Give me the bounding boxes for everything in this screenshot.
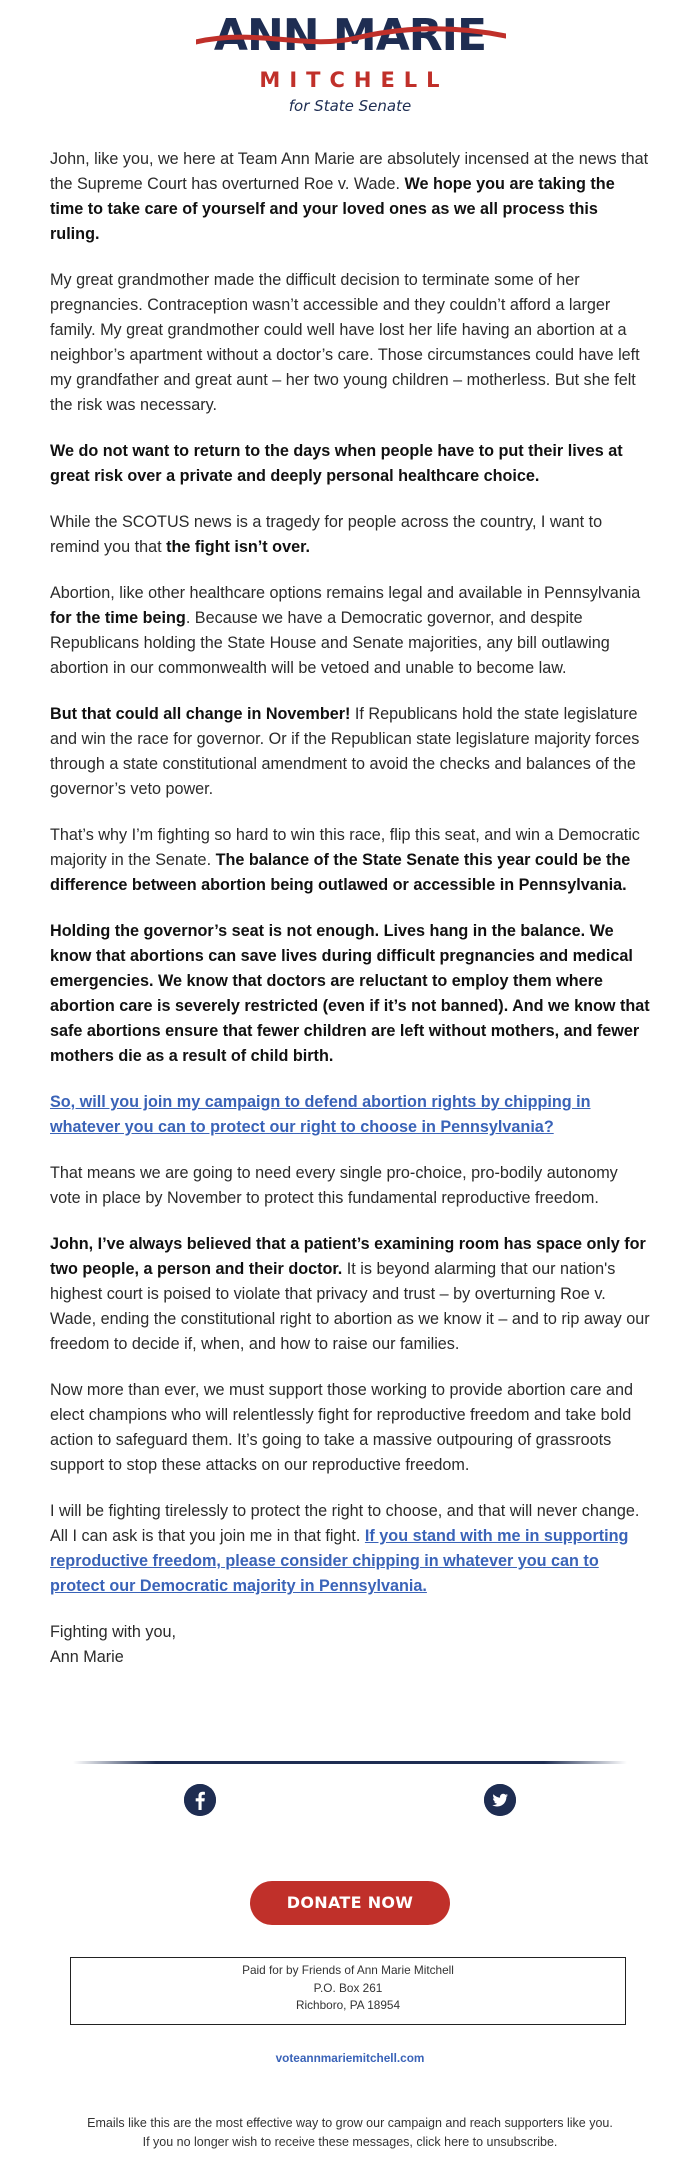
- donate-now-button[interactable]: DONATE NOW: [250, 1881, 450, 1925]
- campaign-logo: [0, 0, 700, 125]
- paid-for-box: [70, 1957, 626, 2025]
- paragraph: But that could all change in November! If Republicans hold the state legislature and win the race for governor. Or if the Republican state legislature majority forces through a state constitutional amendment to avoid the checks and balances of the governor’s veto power.: [50, 705, 640, 798]
- logo-name-line2: MITCHELL: [259, 68, 449, 92]
- logo-swoosh: [196, 20, 506, 60]
- unsubscribe-link[interactable]: If you no longer wish to receive these messages, click here to unsubscribe.: [142, 2135, 558, 2149]
- paragraph: I will be fighting tirelessly to protect the right to choose, and that will never change. All I can ask is that you join me in that fight. If you stand with me in supporting reproductive freedom, please consider chipping in whatever you can to protect our Democratic majority in Pennsylvania.: [50, 1502, 640, 1595]
- paragraph: John, I’ve always believed that a patient’s examining room has space only for two people, a person and their doctor. It is beyond alarming that our nation's highest court is poised to violate that privacy and trust – by overturning Roe v. Wade, ending the constitutional right to abortion as we know it – and to rip away our freedom to decide if, when, and how to raise our families.: [50, 1235, 650, 1353]
- logo-tagline: for State Senate: [288, 97, 412, 115]
- paid-for-city: Richboro, PA 18954: [295, 1998, 401, 2012]
- signature: Ann Marie: [50, 1648, 124, 1666]
- paragraph: Abortion, like other healthcare options remains legal and available in Pennsylvania for the time being. Because we have a Democratic governor, and despite Republicans holding the State House and Senate majorities, any bill outlawing abortion in our commonwealth will be vetoed and unable to become law.: [50, 584, 641, 677]
- paragraph: [50, 1090, 650, 1140]
- paragraph: John, like you, we here at Team Ann Marie are absolutely incensed at the news that the Supreme Court has overturned Roe v. Wade. We hope you are taking the time to take care of yourself and your loved ones as we all process this ruling.: [50, 150, 649, 243]
- paragraph: We do not want to return to the days when people have to put their lives at great risk over a private and deeply personal healthcare choice.: [50, 442, 623, 485]
- paragraph: My great grandmother made the difficult decision to terminate some of her pregnancies. Contraception wasn’t accessible and they couldn’t afford a larger family. My great grandmother could well have lost her life having an abortion at a neighbor’s apartment without a doctor’s care. Those circumstances could have left my grandfather and great aunt – her two young children – motherless. But she felt the risk was necessary.: [50, 271, 640, 414]
- donate-link-2[interactable]: If you stand with me in supporting reproductive freedom, please consider chipping in whatever you can to protect our Democratic majority in Pennsylvania.: [50, 1527, 629, 1595]
- website-link[interactable]: voteannmariemitchell.com: [275, 2051, 425, 2065]
- paragraph: While the SCOTUS news is a tragedy for people across the country, I want to remind you that the fight isn’t over.: [50, 513, 603, 556]
- paragraph: Holding the governor’s seat is not enough. Lives hang in the balance. We know that abortions can save lives during difficult pregnancies and medical emergencies. We know that doctors are reluctant to employ them where abortion care is severely restricted (even if it’s not banned). And we know that safe abortions ensure that fewer children are left without mothers, and fewer mothers die as a result of child birth.: [50, 922, 650, 1065]
- paragraph: Now more than ever, we must support those working to provide abortion care and elect champions who will relentlessly fight for reproductive freedom and take bold action to safeguard them. It’s going to take a massive outpouring of grassroots support to stop these attacks on our reproductive freedom.: [50, 1381, 634, 1474]
- paid-for-address: P.O. Box 261: [313, 1980, 383, 1995]
- paragraph: That means we are going to need every single pro-choice, pro-bodily autonomy vote in place by November to protect this fundamental reproductive freedom.: [50, 1164, 618, 1207]
- facebook-icon[interactable]: [184, 1784, 216, 1816]
- donate-link-1[interactable]: So, will you join my campaign to defend abortion rights by chipping in whatever you can to protect our right to choose in Pennsylvania?: [50, 1093, 591, 1136]
- paragraph: That’s why I’m fighting so hard to win this race, flip this seat, and win a Democratic majority in the Senate. The balance of the State Senate this year could be the difference between abortion being outlawed or accessible in Pennsylvania.: [50, 826, 640, 894]
- twitter-icon[interactable]: [484, 1784, 516, 1816]
- email-body: [50, 147, 650, 1670]
- logo-name-line1: ANN MARIE: [213, 10, 487, 61]
- closing: Fighting with you,: [50, 1623, 176, 1641]
- paid-for-line: Paid for by Friends of Ann Marie Mitchell: [242, 1963, 454, 1977]
- footer: [0, 2114, 700, 2152]
- divider: [73, 1761, 627, 1764]
- footer-line: Emails like this are the most effective way to grow our campaign and reach supporters like you.: [87, 2116, 613, 2130]
